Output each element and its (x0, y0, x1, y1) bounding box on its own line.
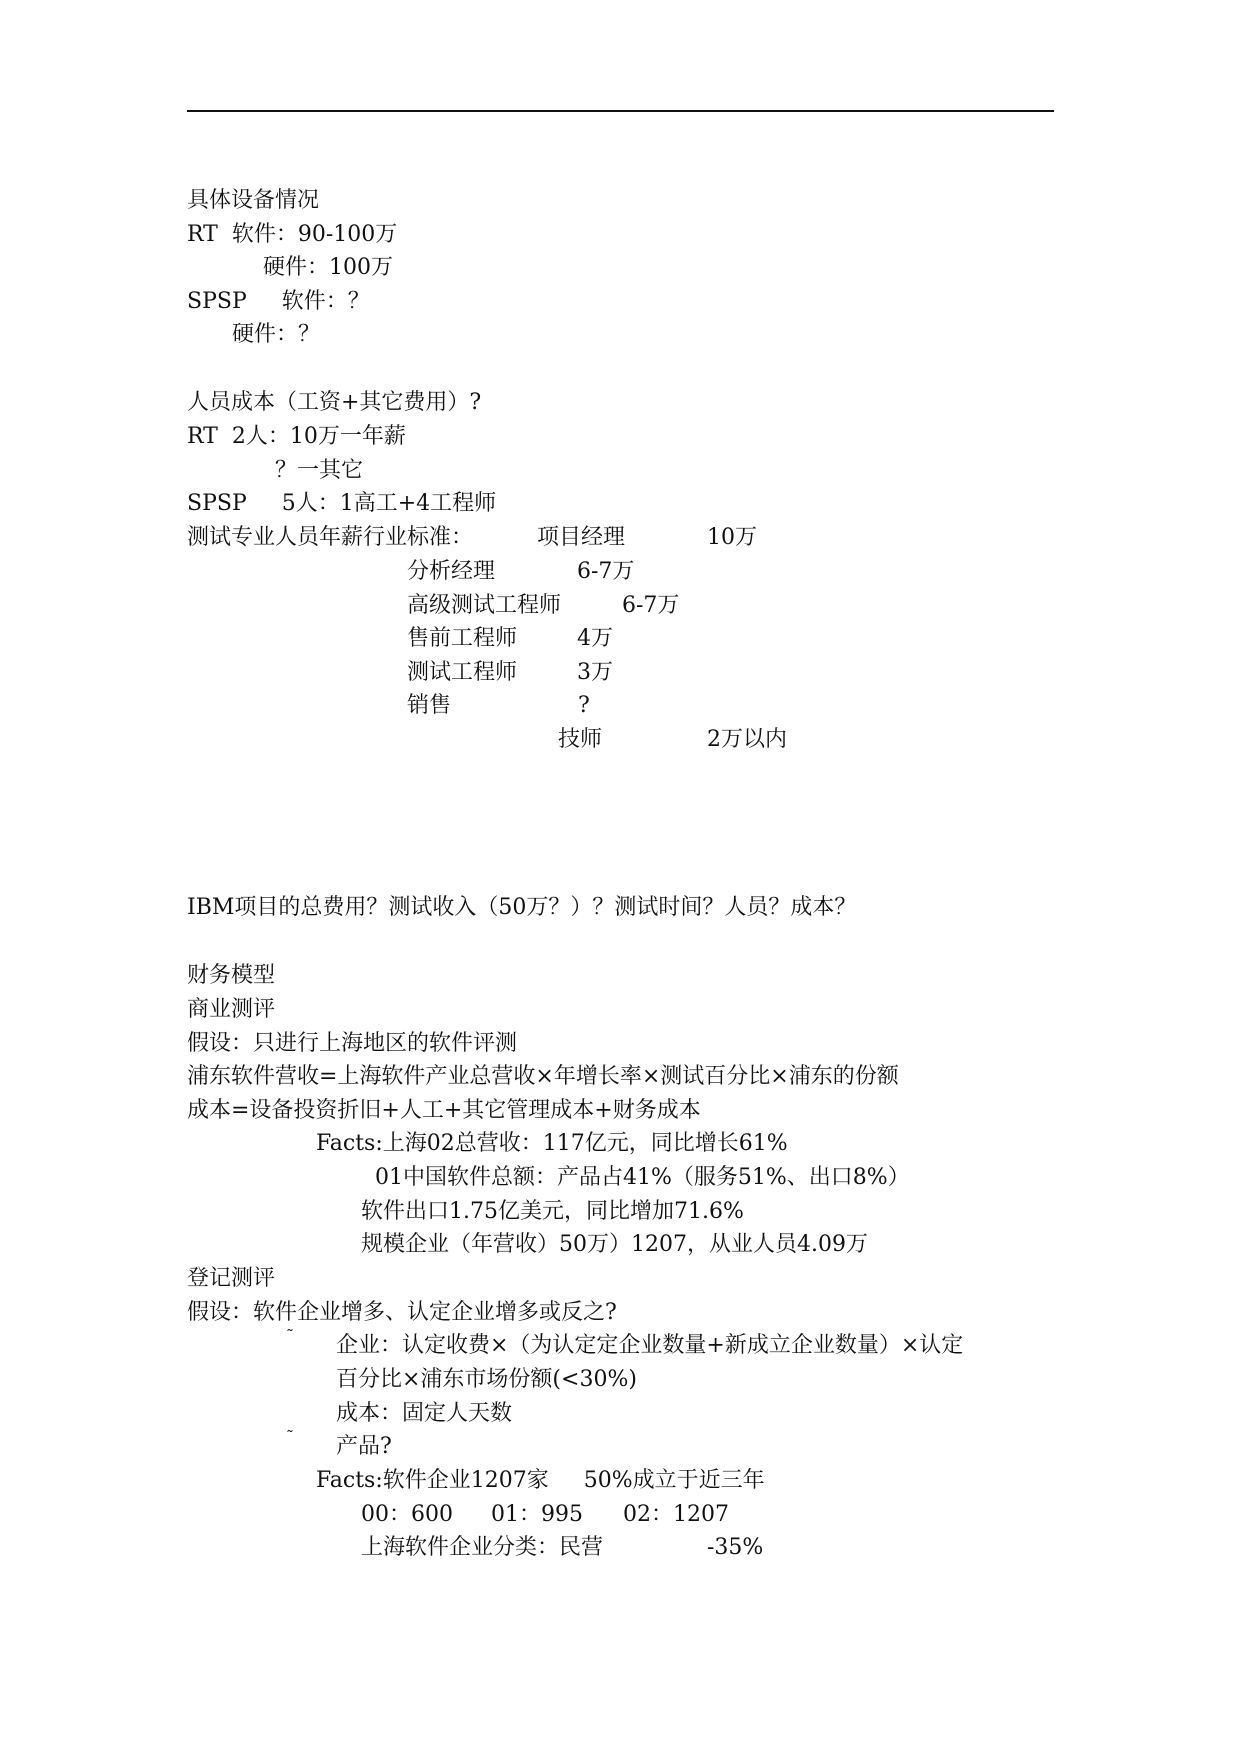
enterprise-formula-line2: 百分比×浦东市场份额(<30%) (336, 1367, 637, 1392)
revenue-formula: 浦东软件营收=上海软件产业总营收×年增长率×测试百分比×浦东的份额 (187, 1064, 899, 1089)
financial-model-heading: 财务模型 (187, 963, 276, 988)
classification-value: -35% (707, 1535, 764, 1560)
rt-hardware-line: 硬件：100万 (263, 255, 393, 280)
registration-cost: 成本：固定人天数 (336, 1401, 513, 1426)
salary-standard-label: 测试专业人员年薪行业标准： (187, 525, 474, 550)
role-pay: 3万 (577, 660, 613, 685)
year-count: 01：995 (491, 1502, 583, 1527)
role-name: 技师 (558, 727, 603, 752)
equipment-heading: 具体设备情况 (187, 188, 320, 213)
spsp-software-line: SPSP 软件：？ (187, 289, 370, 314)
role-name: 项目经理 (537, 525, 626, 550)
role-pay: 2万以内 (707, 727, 787, 752)
classification-label: 上海软件企业分类：民营 (361, 1535, 604, 1560)
commercial-heading: 商业测评 (187, 997, 276, 1022)
role-name: 测试工程师 (407, 660, 518, 685)
role-name: 高级测试工程师 (407, 593, 562, 618)
registration-product: 产品? (336, 1434, 392, 1459)
year-count: 00：600 (361, 1502, 453, 1527)
role-pay: ? (578, 693, 590, 718)
role-name: 销售 (407, 693, 452, 718)
role-pay: 6-7万 (622, 593, 680, 618)
role-pay: 10万 (707, 525, 757, 550)
registration-assumption: 假设：软件企业增多、认定企业增多或反之? (187, 1300, 617, 1325)
bullet-tilde-icon: ˜ (286, 1427, 294, 1446)
bullet-tilde-icon: ˜ (286, 1326, 294, 1345)
personnel-heading: 人员成本（工资+其它费用）? (187, 390, 482, 415)
rt-salary-line: RT 2人：10万一年薪 (187, 424, 406, 449)
registration-heading: 登记测评 (187, 1266, 276, 1291)
commercial-fact: 软件出口1.75亿美元，同比增加71.6% (361, 1199, 744, 1224)
role-pay: 4万 (577, 626, 613, 651)
role-name: 分析经理 (407, 559, 496, 584)
cost-formula: 成本=设备投资折旧+人工+其它管理成本+财务成本 (187, 1098, 701, 1123)
commercial-fact: Facts:上海02总营收：117亿元，同比增长61% (316, 1131, 788, 1156)
ibm-question-line: IBM项目的总费用？测试收入（50万？）？测试时间？人员？成本？ (187, 895, 857, 920)
role-pay: 6-7万 (577, 559, 635, 584)
rt-software-line: RT 软件：90-100万 (187, 222, 398, 247)
commercial-assumption: 假设：只进行上海地区的软件评测 (187, 1031, 518, 1056)
role-name: 售前工程师 (407, 626, 518, 651)
spsp-hardware-line: 硬件：？ (232, 322, 321, 347)
commercial-fact: 01中国软件总额：产品占41%（服务51%、出口8%） (375, 1165, 910, 1190)
spsp-staff-line: SPSP 5人：1高工+4工程师 (187, 491, 497, 516)
year-count: 02：1207 (623, 1502, 729, 1527)
commercial-fact: 规模企业（年营收）50万）1207，从业人员4.09万 (361, 1232, 868, 1257)
registration-facts: Facts:软件企业1207家 50%成立于近三年 (316, 1468, 765, 1493)
rt-other-line: ？一其它 (275, 458, 364, 483)
enterprise-formula-line1: 企业：认定收费×（为认定定企业数量+新成立企业数量）×认定 (336, 1333, 964, 1358)
header-rule (187, 110, 1054, 112)
